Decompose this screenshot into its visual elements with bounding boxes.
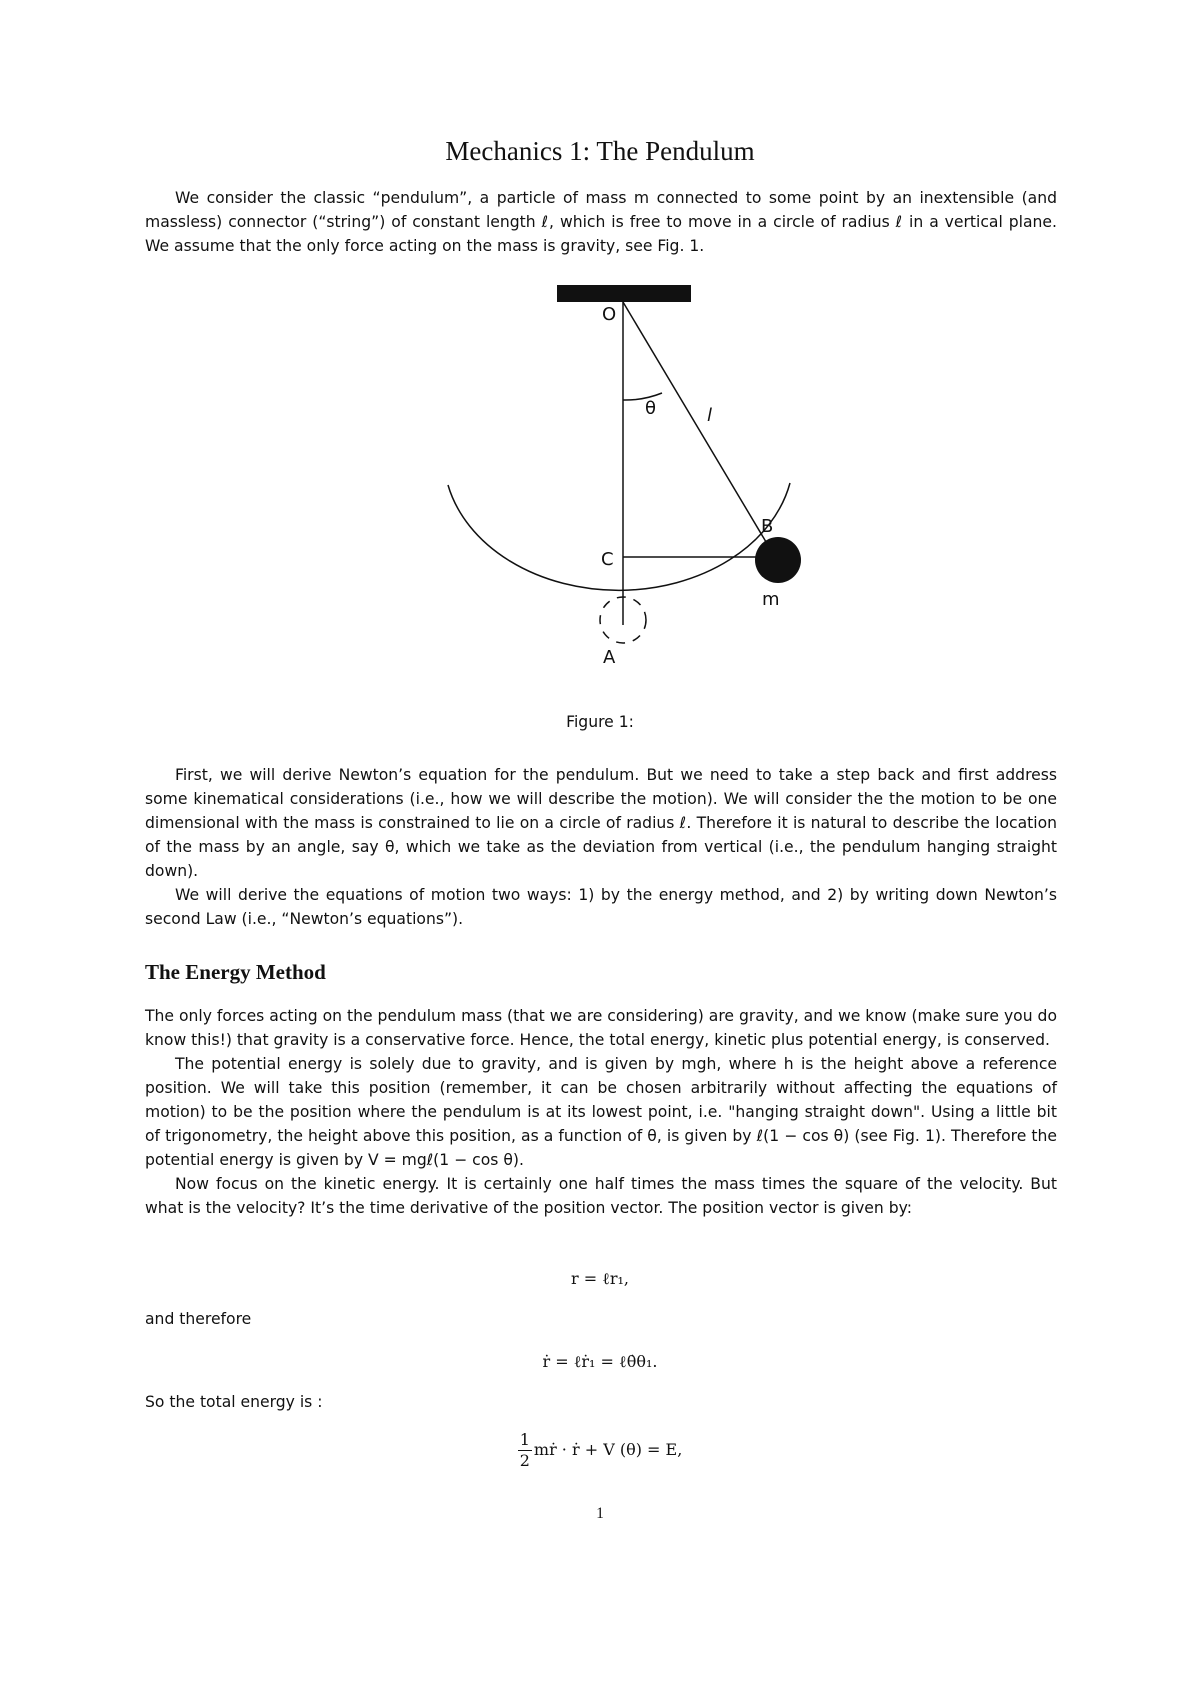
equation-velocity: ṙ = ℓṙ₁ = ℓθ̇θ₁.: [542, 1352, 658, 1371]
and-therefore-text: and therefore: [145, 1310, 252, 1328]
equation-position-vector: r = ℓr₁,: [570, 1269, 630, 1288]
fraction-numerator: 1: [519, 1430, 530, 1449]
section-heading-energy-method: The Energy Method: [145, 960, 326, 984]
total-energy-intro: So the total energy is :: [145, 1393, 323, 1411]
equation-total-energy: [0, 1430, 1200, 1471]
pendulum-bob: [755, 537, 801, 583]
newton-paragraph-2: We will derive the equations of motion two ways: 1) by the energy method, and 2) by writing down Newton’s second Law (i.e., “Newton’s equations”).: [145, 886, 1057, 928]
energy-paragraph-2: The potential energy is solely due to gravity, and is given by mgh, where h is the height above a reference position. We will take this position (remember, it can be chosen arbitrarily without affecting the equations of motion) to be the position where the pendulum is at its lowest point, i.e. "hanging straight down". Using a little bit of trigonometry, the height above this position, as a function of θ, is given by ℓ(1 − cos θ) (see Fig. 1). Therefore the potential energy is given by V = mgℓ(1 − cos θ).: [145, 1055, 1057, 1169]
pendulum-support-bar: [557, 285, 691, 302]
label-m: m: [762, 589, 780, 610]
energy-method-block: [145, 1004, 1057, 1220]
page-title: Mechanics 1: The Pendulum: [445, 136, 755, 166]
pendulum-figure: [0, 0, 1200, 700]
intro-paragraph: We consider the classic “pendulum”, a particle of mass m connected to some point by an inextensible (and massless) connector (“string”) of constant length ℓ, which is free to move in a circle of radius ℓ in a vertical plane. We assume that the only force acting on the mass is gravity, see Fig. 1.: [145, 189, 1057, 255]
page-number: 1: [596, 1505, 604, 1522]
pendulum-string: [623, 302, 775, 557]
label-c: C: [601, 549, 614, 570]
label-a: A: [603, 647, 616, 668]
equation-total-energy-terms: mṙ · ṙ + V (θ) = E,: [533, 1440, 683, 1459]
fraction-denominator: 2: [519, 1451, 530, 1470]
theta-angle-arc: [623, 393, 662, 400]
swing-arc: [448, 483, 790, 590]
equation-fraction-one-half: [518, 1430, 532, 1471]
label-o: O: [602, 304, 617, 325]
energy-paragraph-3: Now focus on the kinetic energy. It is certainly one half times the mass times the square of the velocity. But what is the velocity? It’s the time derivative of the position vector. The position vector is given by:: [145, 1175, 1057, 1217]
figure-caption: Figure 1:: [566, 713, 634, 731]
newton-paragraph-1: First, we will derive Newton’s equation for the pendulum. But we need to take a step back and first address some kinematical considerations (i.e., how we will describe the motion). We will consider the the motion to be one dimensional with the mass is constrained to lie on a circle of radius ℓ. Therefore it is natural to describe the location of the mass by an angle, say θ, which we take as the deviation from vertical (i.e., the pendulum hanging straight down).: [145, 766, 1057, 880]
energy-paragraph-1: The only forces acting on the pendulum mass (that we are considering) are gravity, and we know (make sure you do know this!) that gravity is a conservative force. Hence, the total energy, kinetic plus potential energy, is conserved.: [145, 1007, 1057, 1049]
newton-intro-block: [145, 763, 1057, 931]
label-theta: θ: [645, 398, 657, 419]
label-length: l: [707, 405, 713, 426]
label-b: B: [761, 516, 774, 537]
